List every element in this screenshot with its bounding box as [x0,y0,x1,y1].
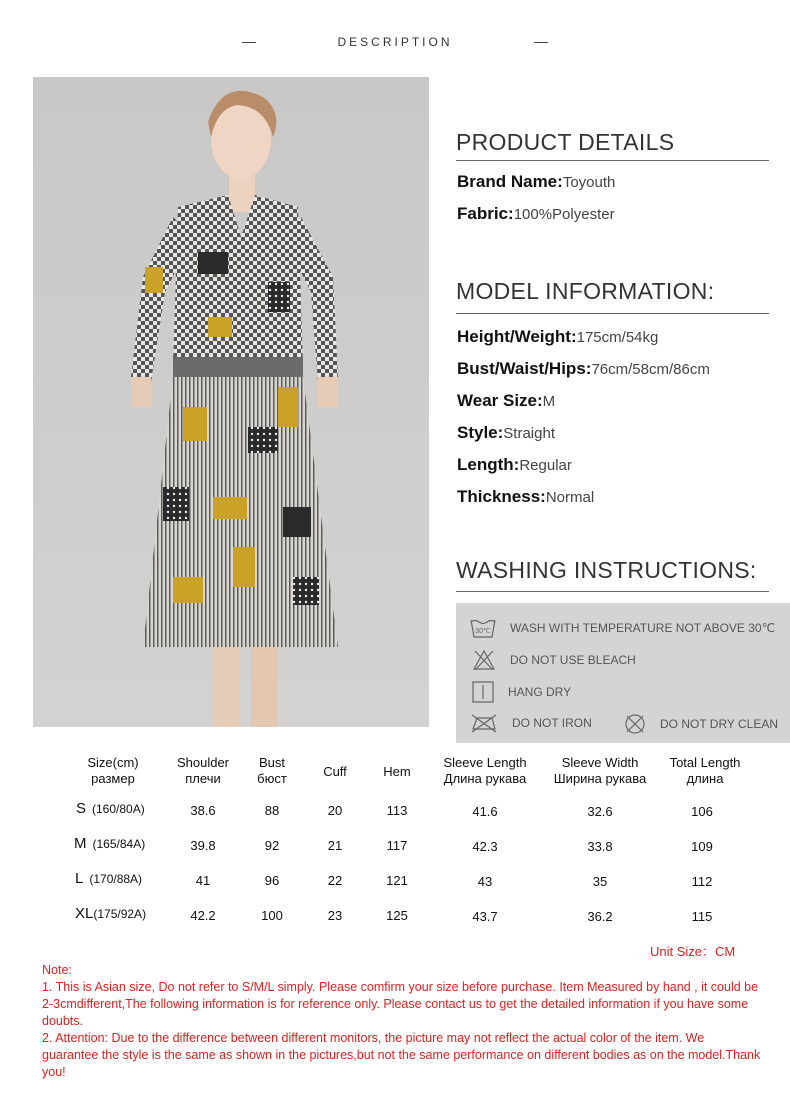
s-hem: 113 [386,803,408,818]
wear-size-key: Wear Size: [457,391,543,410]
no-dry-clean-text: DO NOT DRY CLEAN [660,717,779,731]
style-row [457,423,555,443]
unit-size-label: Unit Size：CM [650,944,736,959]
xl-sleeve-length: 43.7 [472,909,498,924]
s-cuff: 20 [327,803,343,818]
note-label: Note: [42,963,72,977]
l-sleeve-length: 43 [477,874,493,889]
thickness-row [457,487,594,507]
bust-waist-hips-key: Bust/Waist/Hips: [457,359,592,378]
product-details-title: PRODUCT DETAILS [456,129,675,155]
no-bleach-text: DO NOT USE BLEACH [510,653,636,667]
xl-total-length: 115 [691,909,713,924]
thickness-value: Normal [545,489,595,506]
xl-sleeve-width: 36.2 [587,909,613,924]
fabric-row [457,204,615,224]
model-information-title: MODEL INFORMATION: [456,278,715,304]
size-l-label: L (170/88A) [75,870,143,887]
no-dry-clean-row [624,713,778,735]
m-shoulder: 39.8 [190,838,216,853]
s-bust: 88 [264,803,280,818]
no-bleach-icon [472,649,496,671]
hang-dry-icon [472,681,494,703]
header-hem: Hem [383,764,411,779]
fabric-key: Fabric: [457,204,514,223]
m-hem: 117 [386,838,408,853]
l-hem: 121 [386,873,408,888]
xl-cuff: 23 [327,908,343,923]
header-cuff: Cuff [323,764,347,779]
s-sleeve-length: 41.6 [472,804,498,819]
product-details-rule [456,160,769,161]
no-bleach-row [472,649,636,671]
wash-temperature-text: WASH WITH TEMPERATURE NOT ABOVE 30℃ [510,621,776,635]
thickness-key: Thickness: [457,487,546,506]
l-shoulder: 41 [195,873,211,888]
washing-instructions-rule [456,591,769,592]
wash-30-icon [470,617,496,639]
xl-shoulder: 42.2 [190,908,216,923]
s-total-length: 106 [691,804,713,819]
style-value: Straight [503,425,555,442]
washing-instructions-box [456,603,790,743]
hang-dry-text: HANG DRY [508,685,572,699]
height-weight-key: Height/Weight: [457,327,577,346]
length-key: Length: [457,455,520,474]
description-title: DESCRIPTION [337,35,453,49]
brand-name-key: Brand Name: [457,172,563,191]
s-shoulder: 38.6 [190,803,216,818]
wear-size-row [457,391,555,411]
height-weight-row [457,327,658,347]
header-sleeve-width: Sleeve Width Ширина рукава [553,755,647,786]
xl-bust: 100 [261,908,283,923]
header-shoulder: Shoulder плечи [176,755,230,786]
style-key: Style: [457,423,504,442]
l-cuff: 22 [327,873,343,888]
bust-waist-hips-row [457,359,710,379]
hang-dry-row [472,681,571,703]
no-iron-icon [470,713,498,733]
s-sleeve-width: 32.6 [587,804,613,819]
header-bust: Bust бюст [257,755,287,786]
m-total-length: 109 [691,839,713,854]
m-sleeve-width: 33.8 [587,839,613,854]
brand-name-value: Toyouth [562,174,616,191]
xl-hem: 125 [386,908,408,923]
length-row [457,455,572,475]
product-photo [33,77,429,727]
l-sleeve-width: 35 [592,874,608,889]
m-sleeve-length: 42.3 [472,839,498,854]
size-m-label: M (165/84A) [74,835,146,852]
model-dress-illustration [33,77,429,727]
m-cuff: 21 [327,838,343,853]
l-bust: 96 [264,873,280,888]
note-block [42,962,762,1081]
length-value: Regular [519,457,572,474]
no-iron-text: DO NOT IRON [512,716,592,730]
no-dry-clean-icon [624,713,646,735]
header-size: Size(cm) размер [87,755,139,786]
header-dash-right [534,42,548,43]
washing-instructions-title: WASHING INSTRUCTIONS: [456,557,757,583]
fabric-value: 100%Polyester [513,206,615,223]
brand-name-row [457,172,615,192]
model-information-rule [456,313,769,314]
wash-icon-label: 30℃ [475,628,491,635]
header-sleeve-length: Sleeve Length Длина рукава [443,755,527,786]
height-weight-value: 175cm/54kg [576,329,659,346]
no-iron-row [470,713,592,733]
note-line-2: 2. Attention: Due to the difference between different monitors, the picture may not reflect the actual color of the item. We guarantee the style is the same as shown in the pictures,but not the same performance on different bodies as on the model.Thank you! [42,1031,761,1079]
header-total-length: Total Length длина [669,755,741,786]
wash-temperature-row [470,617,775,639]
size-s-label: S (160/80A) [76,800,145,817]
size-table [0,750,790,940]
wear-size-value: M [542,393,556,410]
size-xl-label: XL(175/92A) [75,905,147,922]
m-bust: 92 [264,838,280,853]
description-header [0,33,790,51]
note-line-1: 1. This is Asian size, Do not refer to S/M/L simply. Please comfirm your size before purchase. Item Measured by hand , it could be 2-3cmdifferent,The following information is for reference only. Please contact us to get the detailed information if you have some doubts. [42,980,759,1028]
bust-waist-hips-value: 76cm/58cm/86cm [591,361,710,378]
l-total-length: 112 [691,874,713,889]
